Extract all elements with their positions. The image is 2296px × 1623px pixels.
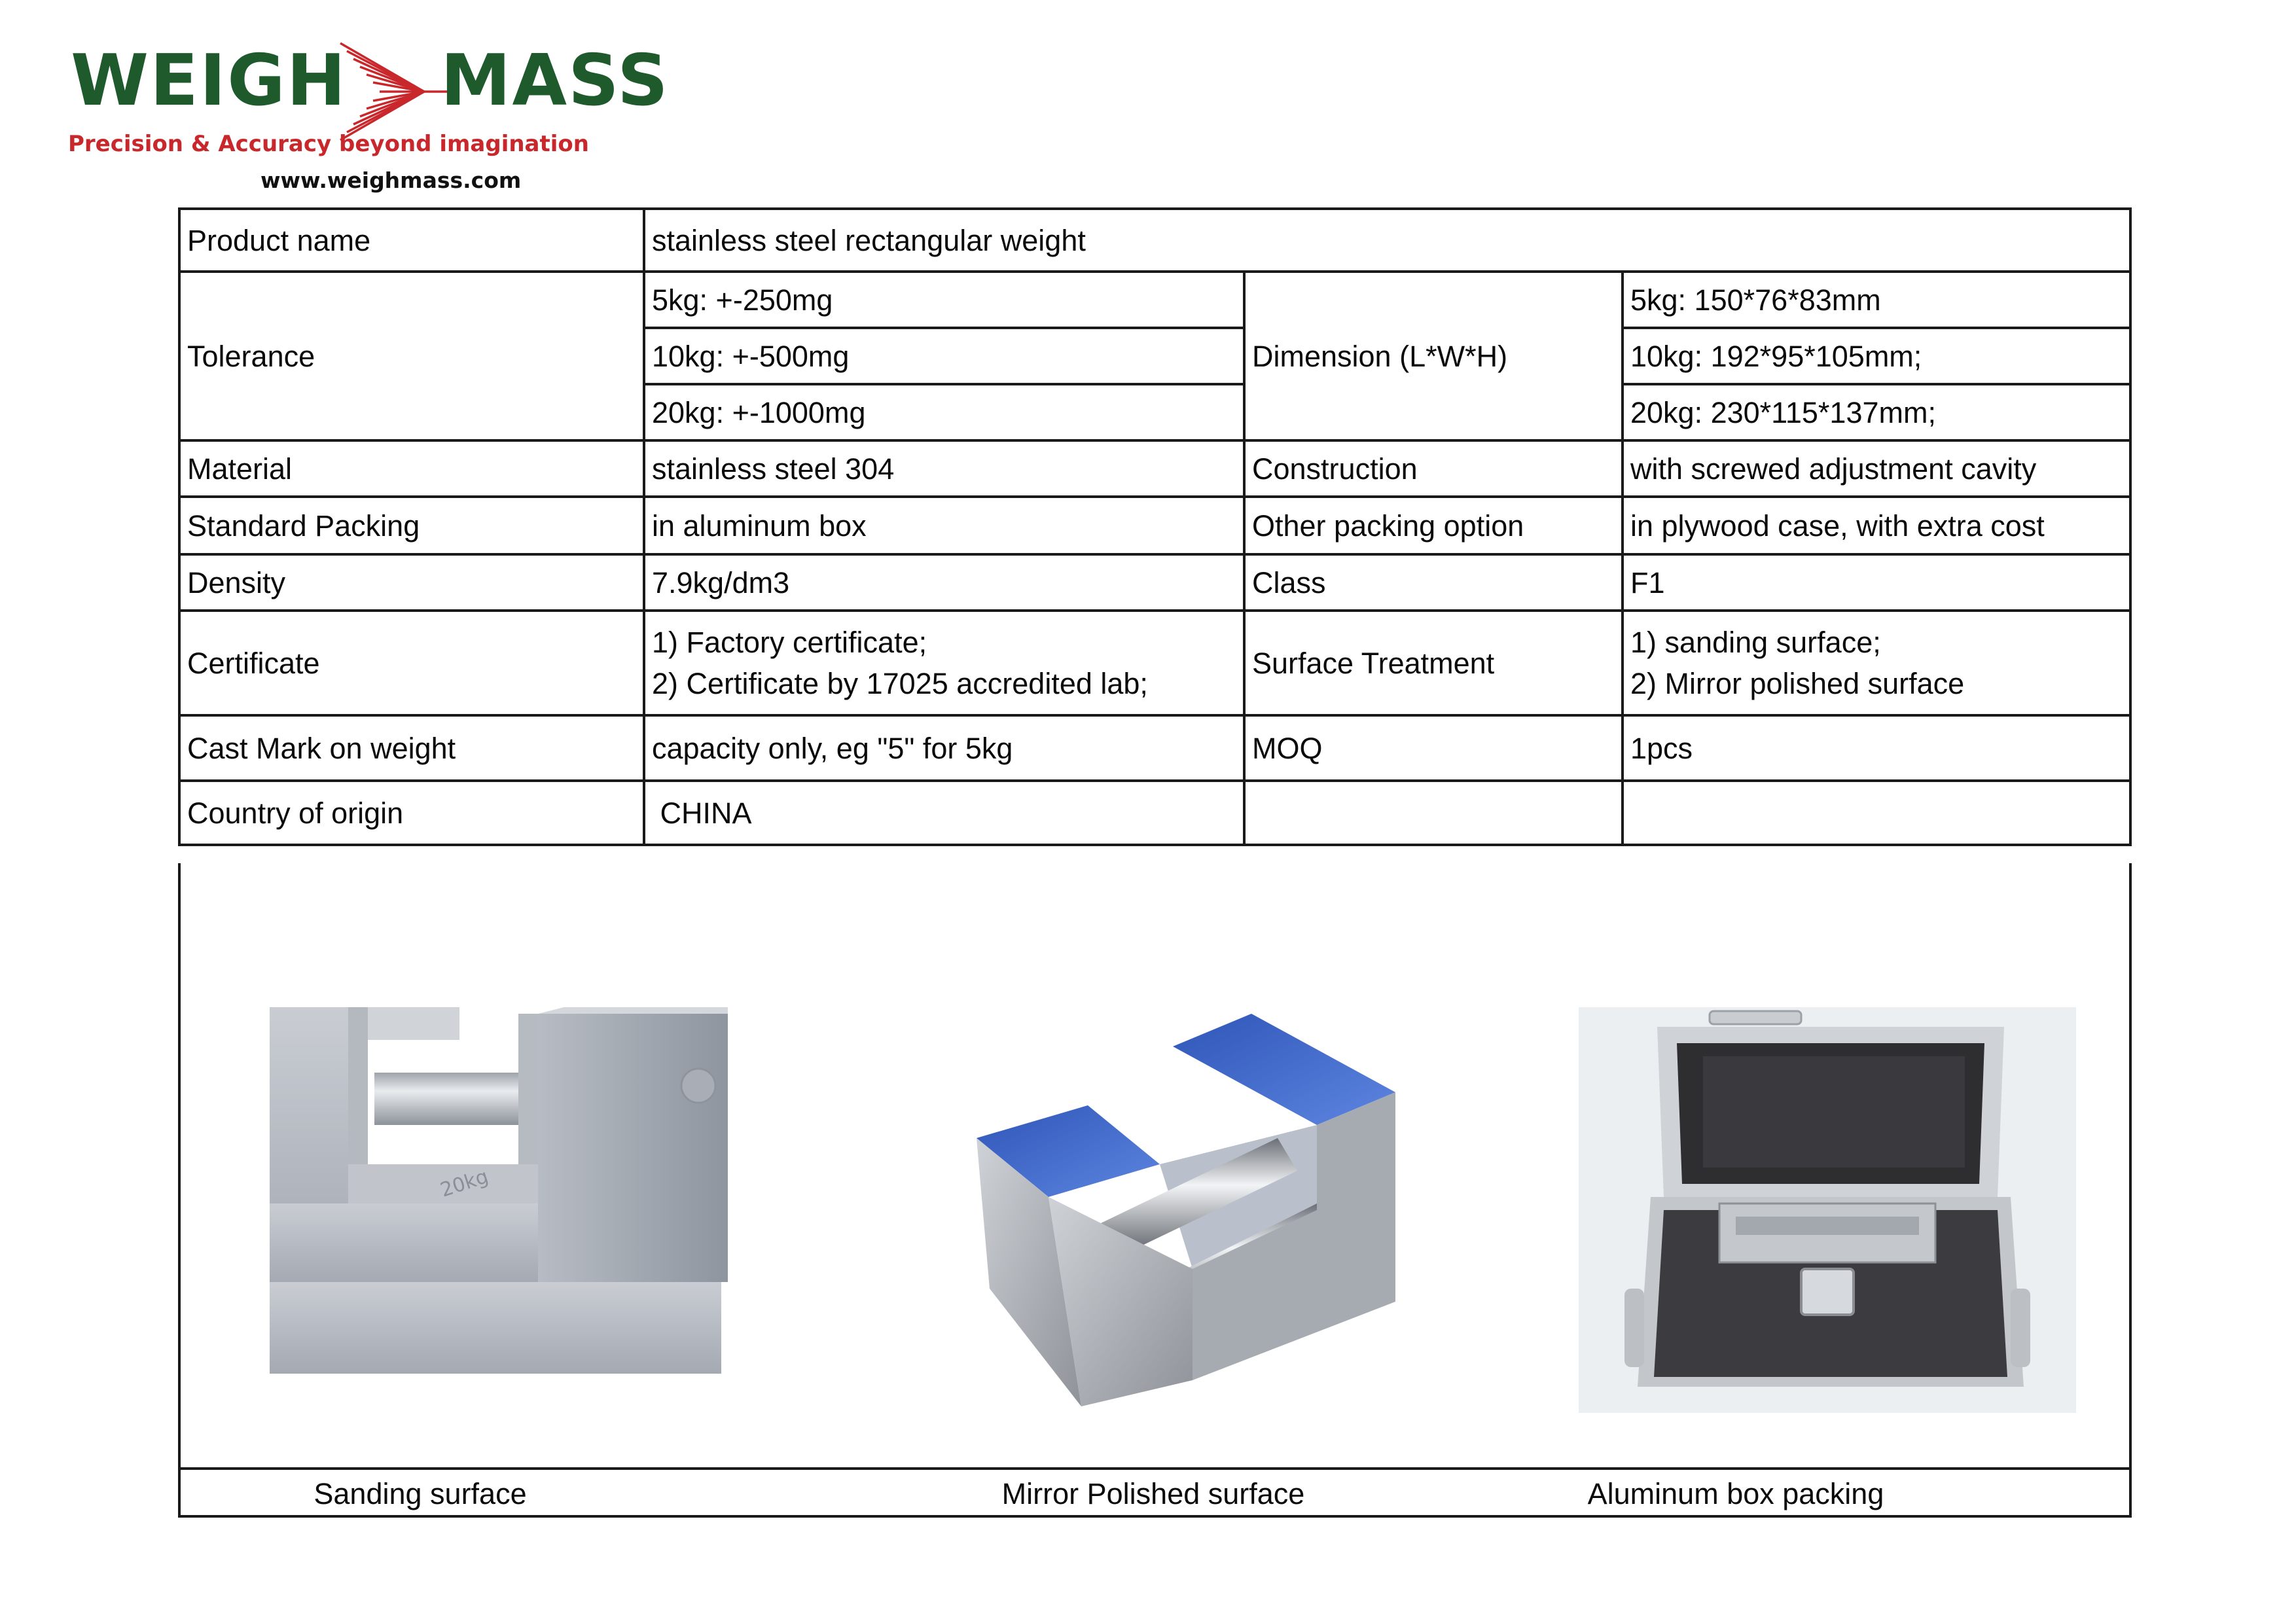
label-cast-mark: Cast Mark on weight — [187, 731, 456, 765]
logo-word-mass: MASS — [440, 40, 670, 122]
logo-arrow-mark — [326, 33, 457, 144]
certificate-line-1: 1) Factory certificate; — [652, 626, 927, 659]
caption-aluminum-box: Aluminum box packing — [1587, 1477, 1884, 1510]
surface-line-1: 1) sanding surface; — [1630, 626, 1881, 659]
dimension-10kg: 10kg: 192*95*105mm; — [1630, 339, 1922, 373]
value-country-of-origin: CHINA — [652, 796, 752, 830]
tolerance-5kg: 5kg: +-250mg — [652, 283, 833, 317]
value-product-name: stainless steel rectangular weight — [652, 223, 1086, 257]
label-product-name: Product name — [187, 223, 371, 257]
label-construction: Construction — [1252, 452, 1418, 486]
surface-line-2: 2) Mirror polished surface — [1630, 667, 1965, 700]
value-surface-treatment — [1624, 612, 1964, 714]
value-certificate — [645, 612, 1148, 714]
label-country-of-origin: Country of origin — [187, 796, 404, 830]
value-other-packing: in plywood case, with extra cost — [1630, 508, 2045, 543]
tolerance-10kg: 10kg: +-500mg — [652, 339, 850, 373]
brand-website[interactable]: www.weighmass.com — [260, 168, 522, 193]
brand-tagline: Precision & Accuracy beyond imagination — [68, 131, 589, 157]
logo-word-weigh: WEIGH — [71, 40, 348, 122]
label-surface-treatment: Surface Treatment — [1252, 646, 1495, 680]
dimension-20kg: 20kg: 230*115*137mm; — [1630, 395, 1936, 429]
value-class: F1 — [1630, 565, 1665, 599]
label-standard-packing: Standard Packing — [187, 508, 420, 543]
caption-mirror-polished: Mirror Polished surface — [1001, 1477, 1305, 1510]
certificate-line-2: 2) Certificate by 17025 accredited lab; — [652, 667, 1148, 700]
label-certificate: Certificate — [187, 646, 320, 680]
label-tolerance: Tolerance — [187, 339, 315, 373]
label-class: Class — [1252, 565, 1326, 599]
value-construction: with screwed adjustment cavity — [1630, 452, 2037, 486]
label-dimension: Dimension (L*W*H) — [1252, 339, 1508, 373]
value-cast-mark: capacity only, eg "5" for 5kg — [652, 731, 1013, 765]
brand-header — [65, 13, 694, 203]
label-other-packing: Other packing option — [1252, 508, 1524, 543]
caption-sanding-surface: Sanding surface — [314, 1477, 527, 1510]
value-density: 7.9kg/dm3 — [652, 565, 790, 599]
weight-engraving: 20kg — [437, 1165, 492, 1202]
label-moq: MOQ — [1252, 731, 1323, 765]
spec-table — [178, 207, 2132, 866]
tolerance-20kg: 20kg: +-1000mg — [652, 395, 866, 429]
label-material: Material — [187, 452, 293, 486]
aluminum-box-image — [1579, 1007, 2076, 1413]
value-moq: 1pcs — [1630, 731, 1693, 765]
value-standard-packing: in aluminum box — [652, 508, 867, 543]
dimension-5kg: 5kg: 150*76*83mm — [1630, 283, 1881, 317]
value-material: stainless steel 304 — [652, 452, 895, 486]
sanding-surface-weight-image — [270, 1007, 741, 1374]
brand-logo — [71, 33, 699, 131]
label-density: Density — [187, 565, 286, 599]
product-gallery — [178, 863, 2132, 1518]
mirror-polished-weight-image — [977, 1014, 1395, 1406]
